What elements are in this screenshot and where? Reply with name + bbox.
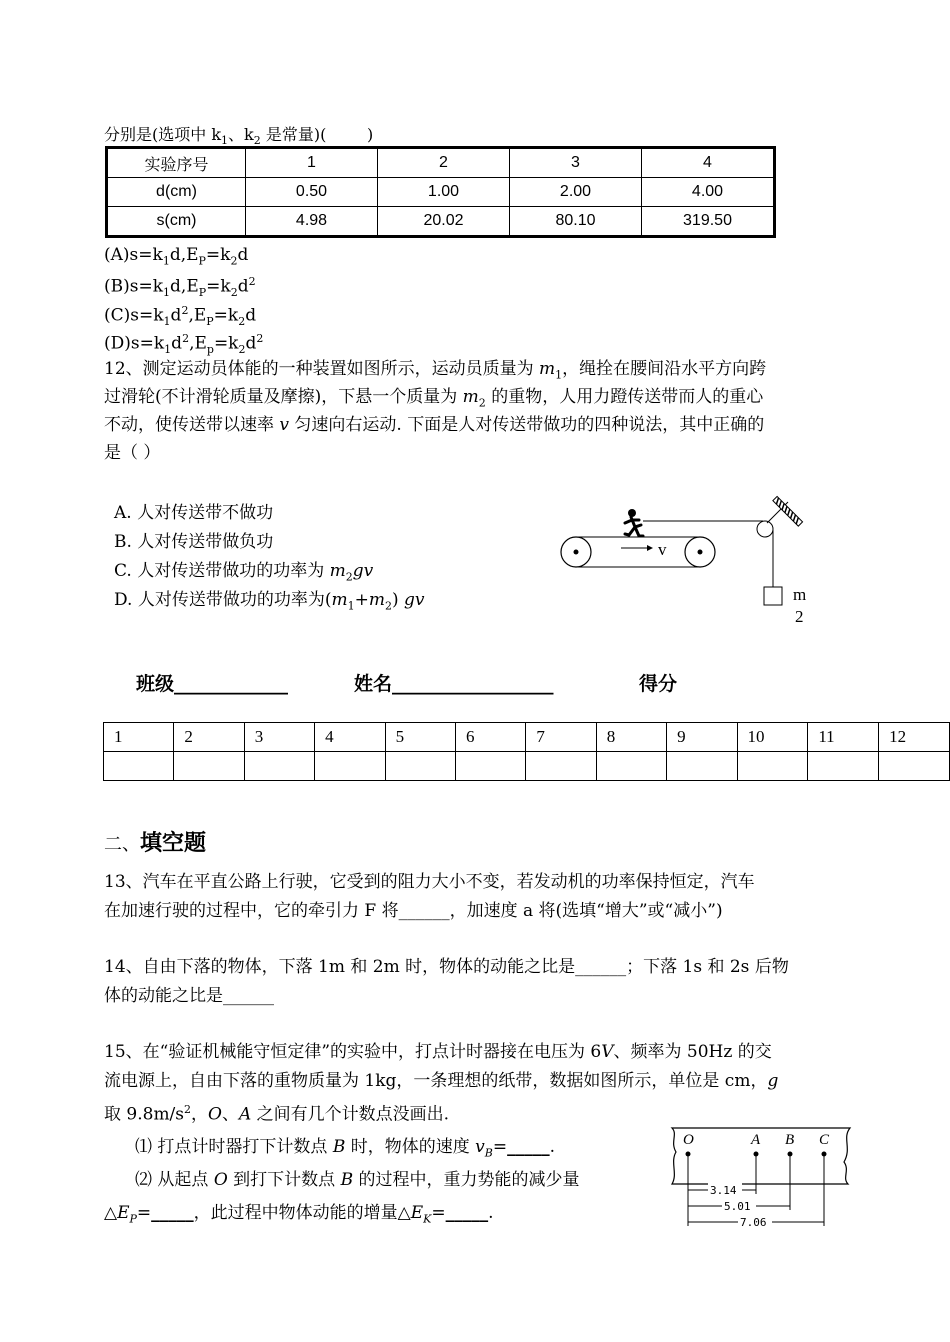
answer-number-cell: 7 bbox=[526, 723, 596, 752]
q15-sub2a: ⑵ 从起点 O 到打下计数点 B 的过程中，重力势能的减少量 bbox=[135, 1170, 580, 1190]
answer-blank-cell[interactable] bbox=[174, 752, 244, 781]
q15-sub1: ⑴ 打点计时器打下计数点 B 时，物体的速度 $v_B=\_\_\_\_\_$. bbox=[135, 1137, 555, 1160]
q11-option-a: $(A)s=k_1d,E_P=k_2d$ bbox=[104, 245, 249, 268]
conveyor-figure bbox=[555, 490, 825, 630]
table-cell: 0.50 bbox=[246, 178, 378, 207]
answer-blank-cell[interactable] bbox=[879, 752, 950, 781]
mass-label: m bbox=[793, 585, 807, 604]
dim-label-oc: 7.06 bbox=[740, 1216, 767, 1229]
row-header-cell: 实验序号 bbox=[107, 148, 246, 178]
answer-blank-cell[interactable] bbox=[737, 752, 808, 781]
answer-blank-cell[interactable] bbox=[596, 752, 666, 781]
table-cell: 319.50 bbox=[642, 207, 775, 237]
class-field: 班级____________ bbox=[136, 673, 289, 695]
q11-option-d: $(D)s=k_1d^2,E_p=k_2d^2$ bbox=[104, 332, 264, 357]
table-cell: 80.10 bbox=[510, 207, 642, 237]
answer-blank-cell[interactable] bbox=[526, 752, 596, 781]
table-cell: 20.02 bbox=[378, 207, 510, 237]
paper-tape-figure bbox=[662, 1122, 862, 1234]
answer-number-cell: 12 bbox=[879, 723, 950, 752]
answer-number-cell: 2 bbox=[174, 723, 244, 752]
table-row bbox=[107, 207, 775, 237]
pulley bbox=[757, 521, 773, 537]
table-row bbox=[107, 148, 775, 178]
q12-option-a: A. 人对传送带不做功 bbox=[114, 503, 274, 523]
tape-label-o: O bbox=[683, 1132, 694, 1148]
q13-line2: 在加速行驶的过程中，它的牵引力 F 将______，加速度 a 将(选填“增大”或“减小”) bbox=[104, 901, 723, 921]
answer-number-cell: 5 bbox=[385, 723, 455, 752]
q11-option-b: $(B)s=k_1d,E_P=k_2d^2$ bbox=[104, 275, 256, 300]
answer-blank-cell[interactable] bbox=[244, 752, 314, 781]
q13-line1: 13、汽车在平直公路上行驶，它受到的阻力大小不变，若发动机的功率保持恒定，汽车 bbox=[104, 872, 755, 892]
table-cell: 1 bbox=[246, 148, 378, 178]
answer-number-cell: 8 bbox=[596, 723, 666, 752]
answer-blank-cell[interactable] bbox=[667, 752, 737, 781]
q12-option-c: C. 人对传送带做功的功率为 $m_2gv$ bbox=[114, 561, 374, 584]
tape-label-a: A bbox=[751, 1132, 761, 1148]
q12-line3: 不动，使传送带以速率 v 匀速向右运动. 下面是人对传送带做功的四种说法，其中正确的 bbox=[104, 415, 765, 435]
q14-line1: 14、自由下落的物体，下落 1m 和 2m 时，物体的动能之比是______；下落 1s 和 2s 后物 bbox=[104, 957, 789, 977]
answer-blank-cell[interactable] bbox=[385, 752, 455, 781]
dim-label-ob: 5.01 bbox=[724, 1200, 751, 1213]
table-cell: 2.00 bbox=[510, 178, 642, 207]
answer-grid bbox=[103, 722, 950, 781]
row-header-cell: s(cm) bbox=[107, 207, 246, 237]
row-header-cell: d(cm) bbox=[107, 178, 246, 207]
answer-number-cell: 9 bbox=[667, 723, 737, 752]
q12-line1: 12、测定运动员体能的一种装置如图所示，运动员质量为 $m_1$，绳拴在腰间沿水平方向跨 bbox=[104, 359, 767, 382]
name-field: 姓名_________________ bbox=[354, 673, 554, 695]
table-cell: 4.98 bbox=[246, 207, 378, 237]
score-field: 得分 bbox=[639, 673, 678, 695]
intro-text: 分别是(选项中 $k_1$、$k_2$ 是常量)( ) bbox=[104, 125, 374, 148]
experiment-table bbox=[105, 146, 776, 238]
answer-blank-cell[interactable] bbox=[455, 752, 525, 781]
table-cell: 1.00 bbox=[378, 178, 510, 207]
answer-number-cell: 6 bbox=[455, 723, 525, 752]
q12-line2: 过滑轮(不计滑轮质量及摩擦)，下悬一个质量为 $m_2$ 的重物，人用力蹬传送带而人的重心 bbox=[104, 387, 764, 410]
tape-label-b: B bbox=[785, 1132, 795, 1148]
dim-label-oa: 3.14 bbox=[710, 1184, 737, 1197]
weight-block bbox=[764, 587, 782, 605]
table-cell: 4 bbox=[642, 148, 775, 178]
table-cell: 2 bbox=[378, 148, 510, 178]
answer-number-cell: 11 bbox=[808, 723, 879, 752]
q12-option-d: D. 人对传送带做功的功率为$(m_1+m_2)$ gv bbox=[114, 590, 425, 613]
table-cell: 3 bbox=[510, 148, 642, 178]
answer-number-cell: 4 bbox=[315, 723, 385, 752]
q15-line3: 取 $9.8m/s^2$，O、A 之间有几个计数点没画出. bbox=[104, 1103, 450, 1125]
section-title: 二、填空题 bbox=[104, 831, 207, 856]
q15-line1: 15、在“验证机械能守恒定律”的实验中，打点计时器接在电压为 6V、频率为 50Hz 的交 bbox=[104, 1042, 772, 1062]
q15-line2: 流电源上，自由下落的重物质量为 1kg，一条理想的纸带，数据如图所示，单位是 cm，g bbox=[104, 1071, 779, 1091]
answer-number-cell: 3 bbox=[244, 723, 314, 752]
q12-line4: 是（ ） bbox=[104, 443, 161, 463]
tape-label-c: C bbox=[819, 1132, 830, 1148]
q15-sub2b: $\triangle E_P=\_\_\_\_\_$，此过程中物体动能的增量$\triangle E_K=\_\_\_\_\_$. bbox=[104, 1203, 494, 1226]
table-cell: 4.00 bbox=[642, 178, 775, 207]
q14-line2: 体的动能之比是______ bbox=[104, 986, 274, 1006]
answer-number-cell: 1 bbox=[104, 723, 174, 752]
answer-blank-cell[interactable] bbox=[315, 752, 385, 781]
runner-figure bbox=[625, 509, 643, 536]
answer-blank-cell[interactable] bbox=[808, 752, 879, 781]
answer-blank-cell[interactable] bbox=[104, 752, 174, 781]
table-row bbox=[107, 178, 775, 207]
wall-mount bbox=[773, 496, 803, 526]
q12-option-b: B. 人对传送带做负功 bbox=[114, 532, 274, 552]
mass-subscript: 2 bbox=[795, 607, 804, 626]
velocity-label: v bbox=[658, 540, 667, 559]
answer-number-cell: 10 bbox=[737, 723, 808, 752]
q11-option-c: $(C)s=k_1d^2,E_P=k_2d$ bbox=[104, 304, 257, 329]
